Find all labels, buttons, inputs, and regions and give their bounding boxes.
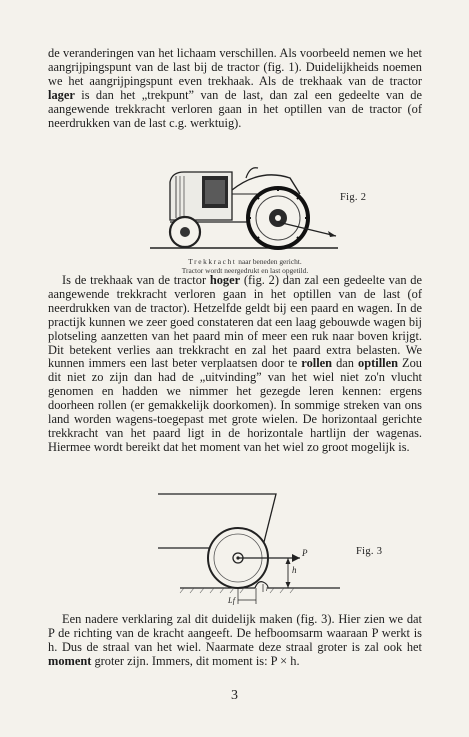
page-number: 3 — [231, 688, 238, 703]
paragraph-1 — [48, 47, 422, 130]
paragraph-1-text-b: is dan het „trekpunt” van de last, dan zal een gedeelte van de aangewende trekkracht verloren gaan in het optillen van de tractor (of neerdrukken van de last c.g. werktuig). — [48, 87, 422, 130]
paragraph-1-text-a: de veranderingen van het lichaam verschillen. Als voorbeeld nemen we het aangrijpingspunt van de last bij de tractor (fig. 1). Duidelijkheids noemen we het aangrijpingspunt even trekhaak. Als de trekhaak van de tractor — [48, 46, 422, 88]
figure-2-label: Fig. 2 — [340, 192, 367, 203]
figure-3-label-p: P — [302, 548, 308, 558]
figure-2-tractor-illustration — [150, 160, 340, 260]
paragraph-2-text-b: (fig. 2) dan zal een gedeelte van de aangewende trekkracht verloren gaan in het optillen van de last (of neerdrukken van de tractor). Hetzelfde geldt bij een paard en wagen. In de practijk kunnen we zeer goed constateren dat een laag gebouwde wagen bij plotseling aanzetten van het paard min of meer een ruk naar boven krijgt. Dit betekent verlies aan trekkracht en zal het paard extra belasten. We kunnen immers een last beter verplaatsen door te — [48, 273, 422, 371]
paragraph-2 — [48, 274, 422, 455]
paragraph-2-bold-rollen: rollen — [301, 356, 333, 371]
paragraph-2-text-d: Zou dit niet zo zijn dan had de „uitvinding” van het wiel niet zo'n vlucht genomen en hadden we nimmer het gezegde leren kennen: ergens doorheen rollen (er gemakkelijk doorkomen). In sommige streken van ons land worden wagens-toegepast met grote wielen. De horizontaal gerichte trekkracht van het paard ligt in de horizontale hartlijn der wagenas. Hiermee wordt bereikt dat het moment van het wiel zo groot mogelijk is. — [48, 356, 422, 454]
paragraph-2-text-a: Is de trekhaak van de tractor — [62, 273, 210, 287]
figure-2-caption-spaced: Trekkracht — [188, 257, 237, 266]
paragraph-3 — [48, 613, 422, 669]
figure-3-label: Fig. 3 — [356, 546, 383, 557]
figure-3-wheel-diagram — [150, 488, 350, 608]
figure-2-caption-line2: Tractor wordt neergedrukt en last opgetild. — [181, 266, 309, 275]
figure-3-label-h: h — [292, 565, 297, 575]
figure-3-label-r: r — [266, 585, 270, 593]
paragraph-2-bold-optillen: optillen — [358, 356, 398, 371]
figure-2-caption-rest: naar beneden gericht. — [236, 257, 302, 266]
paragraph-3-text-a: Een nadere verklaring zal dit duidelijk maken (fig. 3). Hier zien we dat P de richting van de kracht aangeeft. De hefboomsarm waaraan P werkt is h. Dus de straal van het wiel. Naarmate deze straal groter is zal ook het — [48, 612, 422, 654]
paragraph-3-text-b: groter zijn. Immers, dit moment is: P × h. — [91, 653, 300, 668]
paragraph-1-bold-lager: lager — [48, 87, 75, 102]
paragraph-2-text-c: dan — [332, 356, 359, 371]
paragraph-3-bold-moment: moment — [48, 653, 92, 668]
paragraph-2-bold-hoger: hoger — [209, 273, 241, 287]
figure-3-label-lf: Lf — [228, 596, 236, 605]
